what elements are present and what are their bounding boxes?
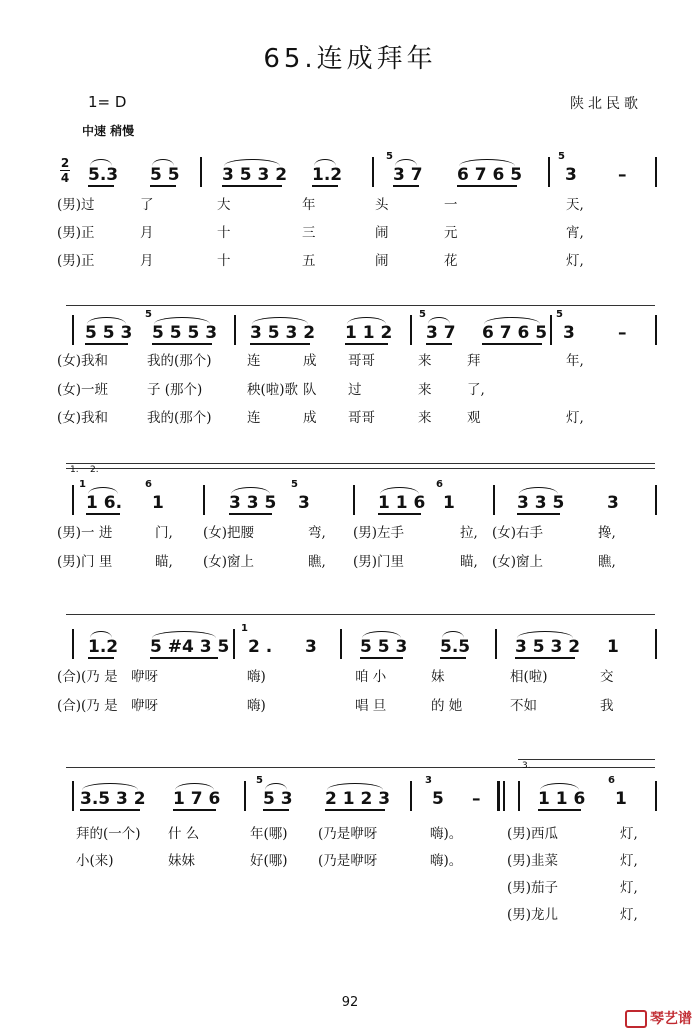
lyric-syllable: 了 bbox=[140, 197, 154, 213]
note-group: 3 bbox=[607, 493, 619, 513]
lyric-syllable: 妹妹 bbox=[168, 853, 195, 869]
lyric-syllable: (男)龙儿 bbox=[507, 907, 559, 923]
lyric-syllable: 头 bbox=[375, 197, 389, 213]
lyric-syllable: 嗨) bbox=[247, 698, 266, 714]
lyric-row bbox=[0, 822, 700, 842]
beam-underline bbox=[325, 809, 385, 811]
lyric-syllable: 拉, bbox=[460, 525, 478, 541]
lyric-syllable: (男)韭菜 bbox=[507, 853, 559, 869]
note-group: 3 3 5 bbox=[517, 493, 565, 513]
watermark-text: 琴艺谱 bbox=[650, 1011, 692, 1027]
grace-note: 6 bbox=[436, 479, 443, 490]
note-group: – bbox=[472, 789, 481, 809]
lyric-syllable: 天, bbox=[566, 197, 584, 213]
grace-note: 5 bbox=[256, 775, 263, 786]
bar-line bbox=[244, 781, 246, 811]
note-group: 2 . bbox=[248, 637, 273, 657]
lyric-syllable: (女)窗上 bbox=[203, 554, 255, 570]
lyric-syllable: 灯, bbox=[620, 826, 638, 842]
note-group: 5 5 3 bbox=[360, 637, 408, 657]
beam-underline bbox=[250, 343, 310, 345]
lyric-syllable: (男)一 进 bbox=[57, 525, 113, 541]
note-group: 5.5 bbox=[440, 637, 471, 657]
lyric-syllable: (女)右手 bbox=[492, 525, 544, 541]
note-group: 1 1 6 bbox=[538, 789, 586, 809]
bar-line bbox=[410, 315, 412, 345]
bar-line bbox=[72, 781, 74, 811]
beam-underline bbox=[150, 185, 176, 187]
note-group: 3 bbox=[563, 323, 575, 343]
lyric-syllable: 连 bbox=[247, 353, 261, 369]
lyric-syllable: 瞄, bbox=[460, 554, 478, 570]
time-signature bbox=[60, 157, 70, 184]
lyric-syllable: 拜 bbox=[467, 353, 481, 369]
note-group: 6 7 6 5 bbox=[482, 323, 548, 343]
lyric-syllable: 我的(那个) bbox=[147, 410, 212, 426]
slur-arc bbox=[540, 783, 579, 790]
bar-line bbox=[655, 315, 657, 345]
lyric-syllable: 拜的(一个) bbox=[76, 826, 141, 842]
slur-arc bbox=[82, 783, 138, 790]
grace-note: 5 bbox=[291, 479, 298, 490]
beam-underline bbox=[80, 809, 140, 811]
lyric-syllable: 年, bbox=[566, 353, 584, 369]
slur-arc bbox=[152, 159, 174, 166]
bar-line bbox=[493, 485, 495, 515]
beam-underline bbox=[515, 657, 575, 659]
lyric-syllable: 咿呀 bbox=[131, 669, 158, 685]
lyric-syllable: (乃是咿呀 bbox=[318, 826, 378, 842]
slur-arc bbox=[380, 487, 419, 494]
song-origin: 陕北民歌 bbox=[570, 96, 642, 112]
lyric-syllable: 年 bbox=[302, 197, 316, 213]
lyric-row bbox=[0, 550, 700, 570]
lyric-syllable: 咱 小 bbox=[355, 669, 387, 685]
note-group: 1 bbox=[443, 493, 455, 513]
volta-bracket bbox=[66, 463, 655, 464]
note-group: 3 bbox=[305, 637, 317, 657]
grace-note: 1 bbox=[79, 479, 86, 490]
note-group: 1 1 2 bbox=[345, 323, 393, 343]
beam-underline bbox=[440, 657, 466, 659]
slur-arc bbox=[484, 317, 540, 324]
slur-arc bbox=[175, 783, 214, 790]
lyric-syllable: 月 bbox=[140, 225, 154, 241]
beam-underline bbox=[85, 343, 128, 345]
lyric-syllable: 灯, bbox=[620, 880, 638, 896]
lyric-syllable: 哥哥 bbox=[348, 410, 375, 426]
page-number: 92 bbox=[341, 995, 359, 1010]
lyric-syllable: 小(来) bbox=[76, 853, 114, 869]
note-group: 1 6. bbox=[86, 493, 123, 513]
grace-note: 5 bbox=[419, 309, 426, 320]
lyric-syllable: 的 她 bbox=[431, 698, 463, 714]
lyric-syllable: (男)过 bbox=[57, 197, 95, 213]
note-group: 5 5 5 3 bbox=[152, 323, 218, 343]
note-group: 1 7 6 bbox=[173, 789, 221, 809]
slur-arc bbox=[314, 159, 336, 166]
lyric-syllable: 搀, bbox=[598, 525, 616, 541]
lyric-row bbox=[0, 378, 700, 398]
lyric-syllable: 秧(啦)歌 bbox=[247, 382, 299, 398]
lyric-syllable: (女)把腰 bbox=[203, 525, 255, 541]
beam-underline bbox=[229, 513, 272, 515]
system-rule bbox=[66, 305, 655, 306]
slur-arc bbox=[231, 487, 270, 494]
lyric-syllable: (女)一班 bbox=[57, 382, 109, 398]
song-title: 65.连成拜年 bbox=[263, 44, 437, 74]
logo-icon bbox=[625, 1010, 647, 1028]
system-rule bbox=[66, 767, 655, 768]
slur-arc bbox=[90, 159, 112, 166]
lyric-syllable: 我的(那个) bbox=[147, 353, 212, 369]
lyric-syllable: 瞄, bbox=[155, 554, 173, 570]
lyric-syllable: 嗨) bbox=[247, 669, 266, 685]
note-group: 5 5 3 bbox=[85, 323, 133, 343]
lyric-syllable: 成 bbox=[303, 410, 317, 426]
note-group: 5 #4 3 5 bbox=[150, 637, 230, 657]
slur-arc bbox=[252, 317, 308, 324]
note-group: 3 7 bbox=[426, 323, 456, 343]
note-group: 3 bbox=[565, 165, 577, 185]
grace-note: 1 bbox=[241, 623, 248, 634]
note-group: 1 bbox=[615, 789, 627, 809]
slur-arc bbox=[459, 159, 515, 166]
lyric-row bbox=[0, 406, 700, 426]
lyric-syllable: 元 bbox=[444, 225, 458, 241]
lyric-syllable: 相(啦) bbox=[510, 669, 548, 685]
bar-line bbox=[550, 315, 552, 345]
bar-line bbox=[372, 157, 374, 187]
lyric-syllable: 唱 旦 bbox=[355, 698, 387, 714]
beam-underline bbox=[378, 513, 421, 515]
beam-underline bbox=[86, 513, 120, 515]
lyric-syllable: 哥哥 bbox=[348, 353, 375, 369]
slur-arc bbox=[519, 487, 558, 494]
lyric-syllable: 灯, bbox=[566, 253, 584, 269]
watermark-logo bbox=[625, 1008, 692, 1028]
note-group: 5 5 bbox=[150, 165, 180, 185]
note-group: 1 bbox=[607, 637, 619, 657]
lyric-row bbox=[0, 221, 700, 241]
lyric-syllable: 过 bbox=[348, 382, 362, 398]
lyric-syllable: (男)左手 bbox=[353, 525, 405, 541]
slur-arc bbox=[442, 631, 464, 638]
grace-note: 5 bbox=[556, 309, 563, 320]
beam-underline bbox=[152, 343, 212, 345]
grace-note: 5 bbox=[386, 151, 393, 162]
note-group: 3.5 3 2 bbox=[80, 789, 146, 809]
key-signature: 1= D bbox=[88, 93, 127, 111]
lyric-syllable: 闹 bbox=[375, 225, 389, 241]
note-group: 1.2 bbox=[312, 165, 343, 185]
lyric-syllable: 宵, bbox=[566, 225, 584, 241]
beam-underline bbox=[88, 657, 114, 659]
note-group: 3 5 3 2 bbox=[515, 637, 581, 657]
lyric-syllable: 好(哪) bbox=[250, 853, 288, 869]
beam-underline bbox=[150, 657, 218, 659]
bar-line bbox=[72, 629, 74, 659]
lyric-syllable: 一 bbox=[444, 197, 458, 213]
grace-note: 6 bbox=[145, 479, 152, 490]
bar-line bbox=[410, 781, 412, 811]
lyric-row bbox=[0, 349, 700, 369]
note-group: 1 bbox=[152, 493, 164, 513]
note-group: 3 3 5 bbox=[229, 493, 277, 513]
bar-line bbox=[203, 485, 205, 515]
lyric-syllable: 妹 bbox=[431, 669, 445, 685]
lyric-row bbox=[0, 193, 700, 213]
bar-line bbox=[234, 315, 236, 345]
lyric-syllable: 瞧, bbox=[598, 554, 616, 570]
beam-underline bbox=[345, 343, 388, 345]
lyric-syllable: (男)茄子 bbox=[507, 880, 559, 896]
slur-arc bbox=[88, 487, 118, 494]
lyric-syllable: (男)门里 bbox=[353, 554, 405, 570]
note-group: 6 7 6 5 bbox=[457, 165, 523, 185]
volta-number: 1. bbox=[70, 465, 79, 475]
lyric-syllable: 观 bbox=[467, 410, 481, 426]
lyric-syllable: 大 bbox=[217, 197, 231, 213]
grace-note: 5 bbox=[558, 151, 565, 162]
volta-bracket bbox=[518, 759, 655, 760]
lyric-syllable: 十 bbox=[217, 225, 231, 241]
bar-line bbox=[340, 629, 342, 659]
note-group: 2 1 2 3 bbox=[325, 789, 391, 809]
note-group: 5 3 bbox=[263, 789, 293, 809]
lyric-syllable: 咿呀 bbox=[131, 698, 158, 714]
lyric-syllable: 灯, bbox=[620, 907, 638, 923]
lyric-syllable: 花 bbox=[444, 253, 458, 269]
lyric-syllable: 闹 bbox=[375, 253, 389, 269]
bar-line bbox=[518, 781, 520, 811]
lyric-syllable: (女)窗上 bbox=[492, 554, 544, 570]
lyric-syllable: 嗨)。 bbox=[430, 826, 463, 842]
lyric-syllable: (男)门 里 bbox=[57, 554, 113, 570]
lyric-row bbox=[0, 694, 700, 714]
beam-underline bbox=[88, 185, 114, 187]
grace-note: 3 bbox=[425, 775, 432, 786]
lyric-syllable: (男)正 bbox=[57, 225, 95, 241]
beam-underline bbox=[222, 185, 282, 187]
beam-underline bbox=[482, 343, 542, 345]
slur-arc bbox=[347, 317, 386, 324]
note-group: – bbox=[618, 323, 627, 343]
beam-underline bbox=[426, 343, 452, 345]
lyric-syllable: 月 bbox=[140, 253, 154, 269]
system-rule bbox=[66, 614, 655, 615]
slur-arc bbox=[428, 317, 450, 324]
bar-line bbox=[655, 629, 657, 659]
time-signature-bottom: 4 bbox=[60, 171, 70, 185]
bar-line bbox=[655, 157, 657, 187]
lyric-row bbox=[0, 876, 700, 896]
lyric-syllable: 成 bbox=[303, 353, 317, 369]
lyric-syllable: 门, bbox=[155, 525, 173, 541]
beam-underline bbox=[538, 809, 581, 811]
bar-line bbox=[233, 629, 235, 659]
lyric-syllable: 来 bbox=[418, 382, 432, 398]
slur-arc bbox=[224, 159, 280, 166]
repeat-bar-line bbox=[503, 781, 505, 811]
bar-line bbox=[353, 485, 355, 515]
lyric-syllable: (女)我和 bbox=[57, 410, 109, 426]
note-group: 3 bbox=[298, 493, 310, 513]
slur-arc bbox=[362, 631, 401, 638]
bar-line bbox=[200, 157, 202, 187]
beam-underline bbox=[312, 185, 338, 187]
beam-underline bbox=[393, 185, 419, 187]
bar-line bbox=[655, 485, 657, 515]
beam-underline bbox=[173, 809, 216, 811]
lyric-syllable: 来 bbox=[418, 410, 432, 426]
tempo-marking: 中速 稍慢 bbox=[82, 124, 135, 138]
bar-line bbox=[495, 629, 497, 659]
note-group: – bbox=[618, 165, 627, 185]
slur-arc bbox=[395, 159, 417, 166]
lyric-row bbox=[0, 249, 700, 269]
lyric-syllable: 灯, bbox=[620, 853, 638, 869]
lyric-syllable: (女)我和 bbox=[57, 353, 109, 369]
lyric-row bbox=[0, 521, 700, 541]
bar-line bbox=[655, 781, 657, 811]
note-group: 3 5 3 2 bbox=[250, 323, 316, 343]
note-group: 3 7 bbox=[393, 165, 423, 185]
lyric-syllable: 连 bbox=[247, 410, 261, 426]
lyric-syllable: 我 bbox=[600, 698, 614, 714]
slur-arc bbox=[327, 783, 383, 790]
beam-underline bbox=[263, 809, 289, 811]
slur-arc bbox=[87, 317, 126, 324]
lyric-syllable: 来 bbox=[418, 353, 432, 369]
lyric-syllable: 五 bbox=[302, 253, 316, 269]
system-rule bbox=[66, 468, 655, 469]
bar-line bbox=[72, 315, 74, 345]
grace-note: 5 bbox=[145, 309, 152, 320]
lyric-row bbox=[0, 903, 700, 923]
lyric-syllable: 子 (那个) bbox=[147, 382, 203, 398]
lyric-syllable: (合)(乃 是 bbox=[57, 669, 118, 685]
lyric-syllable: 不如 bbox=[510, 698, 537, 714]
lyric-syllable: (乃是咿呀 bbox=[318, 853, 378, 869]
lyric-syllable: 队 bbox=[303, 382, 317, 398]
bar-line bbox=[72, 485, 74, 515]
lyric-syllable: 交 bbox=[600, 669, 614, 685]
lyric-syllable: (合)(乃 是 bbox=[57, 698, 118, 714]
lyric-syllable: 灯, bbox=[566, 410, 584, 426]
lyric-syllable: 什 么 bbox=[168, 826, 200, 842]
bar-line bbox=[548, 157, 550, 187]
beam-underline bbox=[517, 513, 560, 515]
note-group: 5.3 bbox=[88, 165, 119, 185]
slur-arc bbox=[90, 631, 112, 638]
beam-underline bbox=[360, 657, 403, 659]
lyric-syllable: 瞧, bbox=[308, 554, 326, 570]
volta-number: 3. bbox=[522, 761, 531, 771]
lyric-row bbox=[0, 849, 700, 869]
lyric-syllable: 十 bbox=[217, 253, 231, 269]
slur-arc bbox=[152, 631, 216, 638]
note-group: 1 1 6 bbox=[378, 493, 426, 513]
note-group: 5 bbox=[432, 789, 444, 809]
volta-number: 2. bbox=[90, 465, 99, 475]
lyric-syllable: 了, bbox=[467, 382, 485, 398]
slur-arc bbox=[517, 631, 573, 638]
slur-arc bbox=[154, 317, 210, 324]
note-group: 3 5 3 2 bbox=[222, 165, 288, 185]
note-group: 1.2 bbox=[88, 637, 119, 657]
lyric-row bbox=[0, 665, 700, 685]
slur-arc bbox=[265, 783, 287, 790]
lyric-syllable: 嗨)。 bbox=[430, 853, 463, 869]
lyric-syllable: (男)西瓜 bbox=[507, 826, 559, 842]
lyric-syllable: 弯, bbox=[308, 525, 326, 541]
grace-note: 6 bbox=[608, 775, 615, 786]
lyric-syllable: (男)正 bbox=[57, 253, 95, 269]
beam-underline bbox=[457, 185, 517, 187]
lyric-syllable: 年(哪) bbox=[250, 826, 288, 842]
repeat-bar-line bbox=[497, 781, 500, 811]
time-signature-top: 2 bbox=[60, 156, 70, 170]
lyric-syllable: 三 bbox=[302, 225, 316, 241]
